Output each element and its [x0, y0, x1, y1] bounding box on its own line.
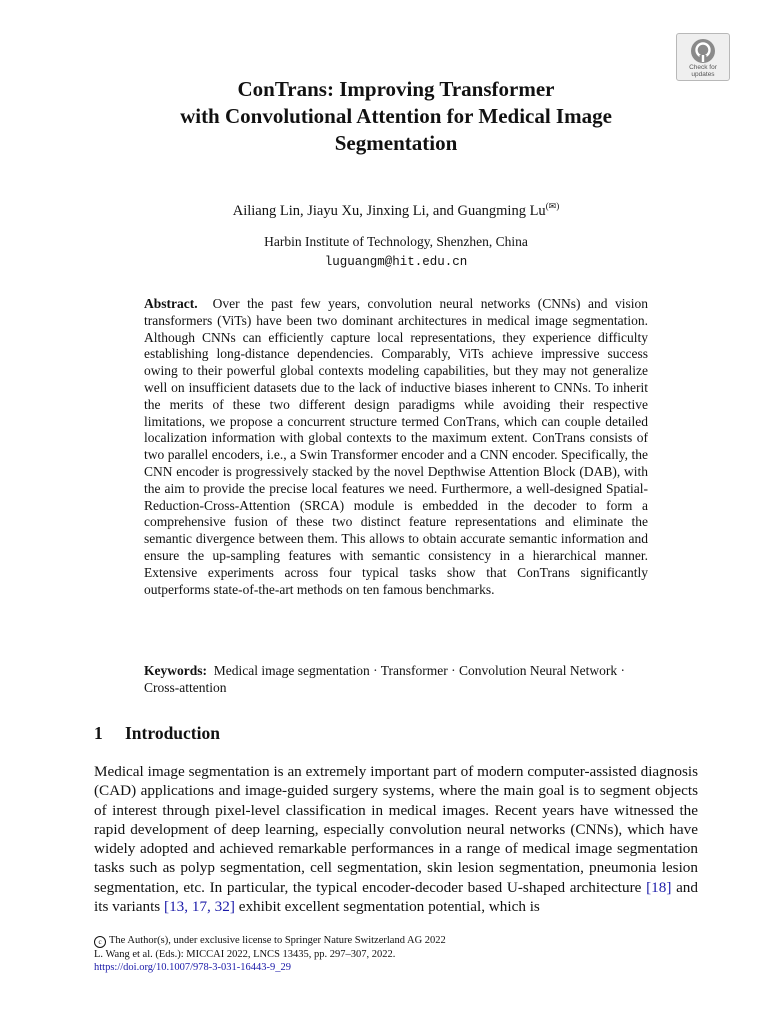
authors-text: Ailiang Lin, Jiayu Xu, Jinxing Li, and Guangming Lu: [232, 203, 546, 219]
doi-link[interactable]: https://doi.org/10.1007/978-3-031-16443-9_29: [94, 962, 291, 974]
affiliation: Harbin Institute of Technology, Shenzhen, China: [264, 234, 528, 249]
citation-line: L. Wang et al. (Eds.): MICCAI 2022, LNCS 13435, pp. 297–307, 2022.: [94, 949, 396, 960]
section-number: 1: [94, 723, 103, 743]
abstract-label: Abstract.: [144, 296, 198, 311]
intro-text: and its variants: [94, 878, 698, 916]
abstract: [144, 296, 648, 598]
copyright-text: The Author(s), under exclusive license to Springer Nature Switzerland AG 2022: [109, 935, 446, 946]
title-line: ConTrans: Improving Transformer: [237, 77, 555, 101]
keywords: [144, 663, 648, 697]
citation-link[interactable]: [13, 17, 32]: [164, 898, 235, 916]
section-title: Introduction: [125, 723, 220, 743]
citation-link[interactable]: [18]: [646, 878, 672, 896]
check-for-updates-icon: [690, 38, 716, 64]
check-for-updates-badge[interactable]: [676, 33, 730, 81]
intro-paragraph: [94, 762, 698, 916]
intro-text: Medical image segmentation is an extremely important part of modern computer-assisted diagnosis (CAD) applications and image-guided surgery systems, where the main goal is to segment objects of interest through pixel-level classification in medical images. Recent years have witnessed the rapid development of deep learning, especially convolution neural networks (CNNs), which have widely adopted and achieved remarkable performances in a range of medical image segmentation tasks such as polyp segmentation, cell segmentation, skin lesion segmentation, pneumonia lesion segmentation, etc. In particular, the typical encoder-decoder based U-shaped architecture: [94, 763, 698, 896]
copyright-line: [94, 934, 698, 948]
keywords-label: Keywords:: [144, 663, 207, 678]
badge-label: Check for updates: [689, 64, 717, 78]
title-line: with Convolutional Attention for Medical Image: [180, 104, 612, 128]
footer: [94, 934, 698, 975]
abstract-text: Over the past few years, convolution neural networks (CNNs) and vision transformers (ViTs) have been two dominant architectures in medical image segmentation. Although CNNs can efficiently capture local representations, they experience difficulty establishing long-distance dependencies. Comparably, ViTs achieve impressive success owing to their powerful global contexts modeling capabilities, but they may not generalize well on insufficient datasets due to the lack of inductive biases inherent to CNNs. To inherit the merits of these two different design paradigms while avoiding their respective limitations, we propose a concurrent structure termed ConTrans, which can couple detailed localization information with global contexts to the maximum extent. ConTrans consists of two parallel encoders, i.e., a Swin Transformer encoder and a CNN encoder. Specifically, the CNN encoder is progressively stacked by the novel Depthwise Attention Block (DAB), with the aim to provide the precise local features we need. Furthermore, a well-designed Spatial-Reduction-Cross-Attention (SRCA) module is embedded in the decoder to form a comprehensive fusion of these two distinct feature representations and eliminate the semantic divergence between them. This allows to obtain accurate semantic information and ensure the up-sampling features with semantic consistency in a hierarchical manner. Extensive experiments across four typical tasks show that ConTrans significantly outperforms state-of-the-art methods on ten famous benchmarks.: [144, 296, 648, 597]
author-email[interactable]: luguangm@hit.edu.cn: [324, 255, 468, 269]
intro-text: exhibit excellent segmentation potential, which is: [234, 898, 540, 916]
author-list: [96, 201, 696, 220]
corresponding-author-mark: (✉): [545, 201, 560, 211]
section-heading: [94, 723, 220, 744]
paper-title: [96, 76, 696, 157]
title-line: Segmentation: [334, 131, 458, 155]
keywords-text: Medical image segmentation · Transformer · Convolution Neural Network · Cross-attention: [144, 663, 626, 695]
copyright-icon: c: [94, 936, 106, 948]
